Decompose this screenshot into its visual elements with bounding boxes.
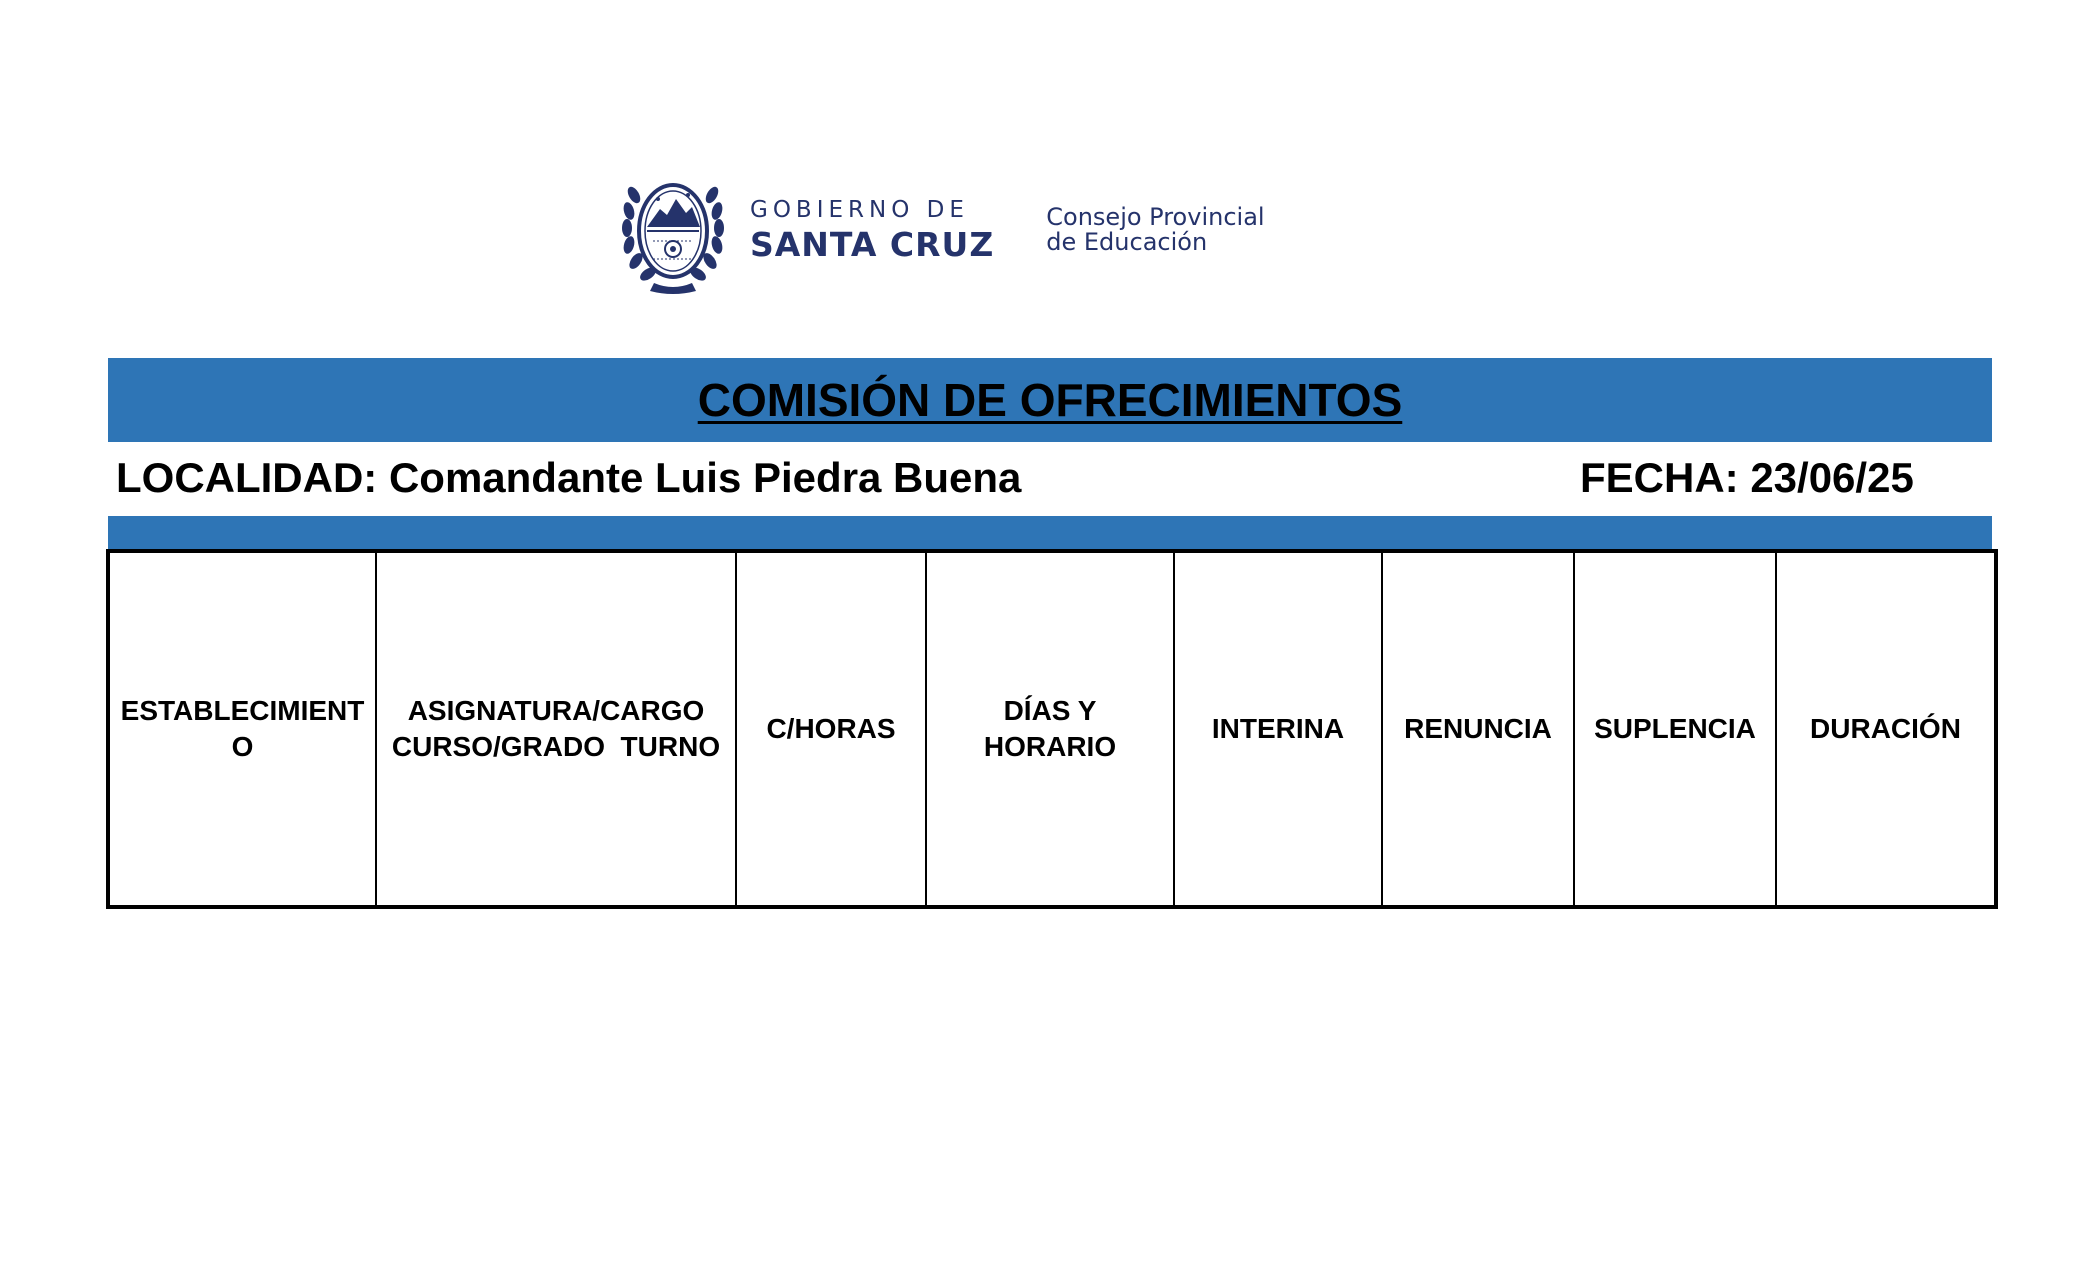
column-header-line: RENUNCIA [1404,713,1552,744]
column-header-line: O [231,731,254,762]
column-header-line: DÍAS Y [1003,695,1097,726]
column-header-line: SUPLENCIA [1594,713,1756,744]
column-header-line: INTERINA [1211,713,1345,744]
column-header-establecimiento [108,551,376,907]
column-header-asignatura [376,551,736,907]
coat-of-arms-icon [620,165,726,295]
council-name-line2: de Educación [1046,228,1208,256]
header-logo [620,165,1265,295]
column-header-interina [1174,551,1382,907]
date-label: FECHA: 23/06/25 [1580,454,1914,501]
column-header-line: ESTABLECIMIENT [120,695,365,726]
column-header-line: ASIGNATURA/CARGO [407,695,705,726]
table-header-row [108,551,1996,907]
column-header-line: DURACIÓN [1810,713,1961,744]
government-name [750,197,995,264]
column-header-duracion [1776,551,1996,907]
column-header-c-horas [736,551,926,907]
column-header-line: HORARIO [983,731,1117,762]
government-name-line1: GOBIERNO DE [750,197,969,223]
column-header-line: CURSO/GRADO TURNO [391,731,721,762]
council-name [1046,205,1264,255]
column-header-renuncia [1382,551,1574,907]
blue-divider-strip [108,516,1992,549]
column-header-dias-horario [926,551,1174,907]
locality-label: LOCALIDAD: Comandante Luis Piedra Buena [116,454,1022,501]
offers-table [106,549,1998,909]
column-header-suplencia [1574,551,1776,907]
page-title: COMISIÓN DE OFRECIMIENTOS [697,374,1403,426]
council-name-line1: Consejo Provincial [1046,203,1265,231]
column-header-line: C/HORAS [766,713,896,744]
title-bar [108,358,1992,442]
info-row [108,448,1992,514]
government-name-line2: SANTA CRUZ [750,225,995,264]
